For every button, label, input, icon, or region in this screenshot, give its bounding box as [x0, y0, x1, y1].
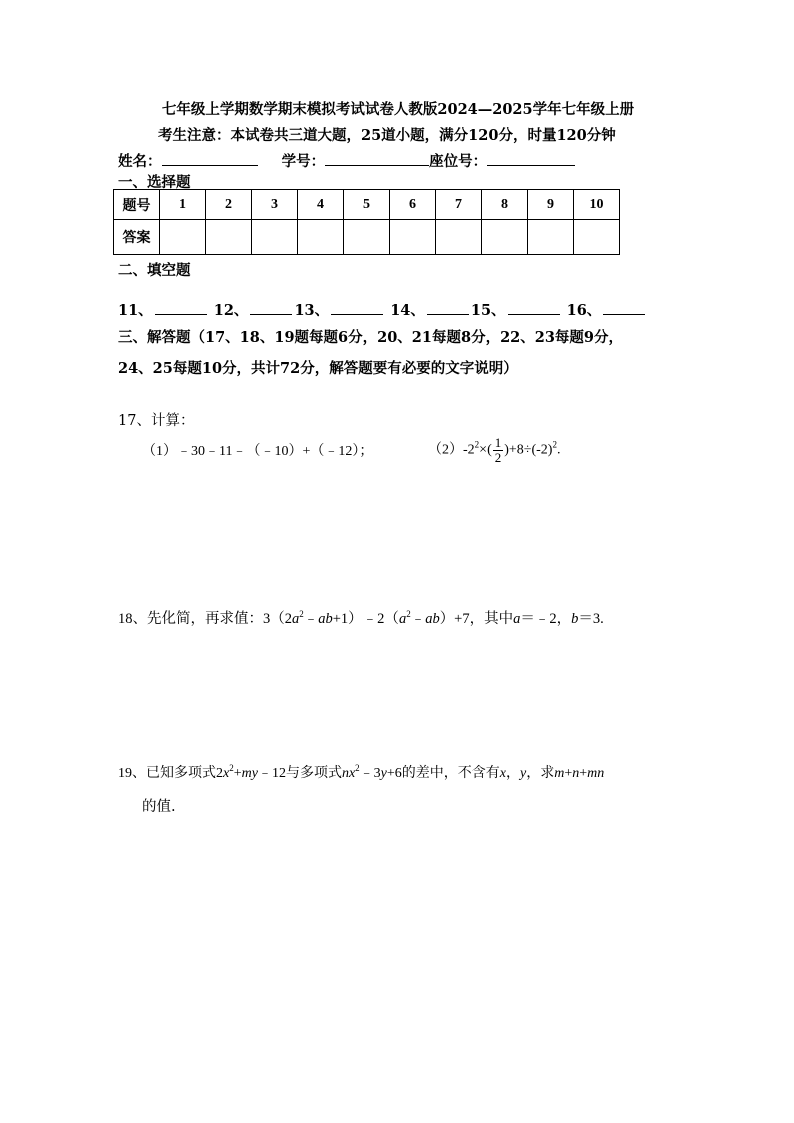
answer-cell[interactable]: [298, 220, 344, 255]
fill-blank[interactable]: [250, 300, 292, 315]
question-number: 3: [252, 190, 298, 220]
exam-notice: 考生注意：本试卷共三道大题，25道小题，满分120分，时量120分钟: [158, 127, 616, 144]
answer-cell[interactable]: [390, 220, 436, 255]
section-solve-heading-line1: 三、解答题（17、18、19题每题6分，20、21每题8分，22、23每题9分，: [118, 329, 624, 346]
answer-cell[interactable]: [252, 220, 298, 255]
q19-text-segment: ﹣12与多项式: [257, 766, 342, 781]
q18-text: 18、先化简，再求值：$3(2a^2﹣ab+1)﹣2(a^2﹣ab)+7$，其中a＝﹣2，b＝3.: [118, 609, 604, 627]
question-number: 2: [206, 190, 252, 220]
q17-part2-term: )+8÷(-2): [504, 442, 553, 458]
q18-text-segment: ＝3.: [578, 611, 604, 627]
answer-cell[interactable]: [206, 220, 252, 255]
q19-text-segment: +6的差中，不含有: [386, 766, 500, 781]
fill-blank[interactable]: [331, 300, 383, 315]
answer-table: [113, 189, 620, 255]
q19-text-segment: ﹣3: [359, 766, 381, 781]
q18-text-segment: +1）﹣2（: [332, 611, 399, 627]
q18-text-segment: 18、先化简，再求值：3（2: [118, 611, 292, 627]
question-number: 6: [390, 190, 436, 220]
id-blank[interactable]: [325, 151, 429, 166]
q17-exponent: 2: [474, 439, 480, 450]
answer-cell[interactable]: [344, 220, 390, 255]
q17-part2: [428, 436, 560, 465]
seat-blank[interactable]: [487, 151, 575, 166]
row-label-answer: 答案: [114, 220, 160, 255]
answer-cell[interactable]: [436, 220, 482, 255]
fraction-numerator: 1: [494, 435, 502, 450]
question-number: 1: [160, 190, 206, 220]
fill-item-label: 15、: [470, 302, 506, 319]
fill-item-label: 13、: [294, 302, 330, 319]
answer-cell[interactable]: [574, 220, 620, 255]
fill-in-line: [118, 299, 647, 320]
fraction-denominator: 2: [494, 450, 502, 465]
q18-text-segment: ﹣: [303, 611, 319, 627]
fraction: [493, 436, 504, 465]
row-label-number: 题号: [114, 190, 160, 220]
question-number: 9: [528, 190, 574, 220]
section-solve-heading-line2: 24、25每题10分，共计72分，解答题要有必要的文字说明）: [118, 360, 518, 377]
q19-text-segment: ，求: [526, 766, 555, 781]
fill-item-label: 11、: [118, 302, 153, 319]
fill-blank[interactable]: [155, 300, 207, 315]
name-label: 姓名：: [118, 153, 162, 170]
fill-blank[interactable]: [508, 300, 560, 315]
question-number: 7: [436, 190, 482, 220]
q17-part2-term: -2: [463, 442, 475, 458]
q18-text-segment: ＝﹣2，: [520, 611, 572, 627]
q17-label: 17、计算：: [118, 413, 195, 429]
question-number: 5: [344, 190, 390, 220]
name-blank[interactable]: [162, 151, 258, 166]
q19-text-segment: +: [233, 766, 242, 781]
q17-exponent: 2: [552, 439, 557, 450]
student-info-line: [118, 150, 575, 171]
seat-label: 座位号：: [429, 153, 488, 170]
section-choice-heading: 一、选择题: [118, 174, 191, 191]
q17-part2-prefix: （2）: [428, 442, 463, 458]
q19-text-line1: 19、已知多项式$2x^2+my﹣12$与多项式$nx^2﹣3y+6$的差中，不含有x，y，求m+n+mn: [118, 763, 605, 781]
fill-blank[interactable]: [603, 300, 645, 315]
q18-text-segment: ﹣: [410, 611, 426, 627]
id-label: 学号：: [281, 153, 326, 170]
question-number: 8: [482, 190, 528, 220]
answer-cell[interactable]: [160, 220, 206, 255]
answer-cell[interactable]: [528, 220, 574, 255]
q19-text-line2: 的值.: [142, 799, 176, 815]
fill-item-label: 12、: [213, 302, 249, 319]
q19-text-segment: 19、已知多项式2: [118, 766, 223, 781]
fill-blank[interactable]: [427, 300, 469, 315]
exam-title: 七年级上学期数学期末模拟考试试卷人教版2024—2025学年七年级上册: [161, 101, 635, 118]
q18-text-segment: ）+7，其中: [439, 611, 514, 627]
q17-part2-term: .: [556, 442, 561, 458]
section-fill-heading: 二、填空题: [118, 262, 191, 279]
fill-item-label: 14、: [390, 302, 425, 319]
q17-part1: （1）﹣30﹣11﹣（﹣10）+（﹣12）；: [142, 444, 374, 459]
question-number: 10: [574, 190, 620, 220]
question-number: 4: [298, 190, 344, 220]
fill-item-label: 16、: [566, 302, 602, 319]
q17-part2-term: ×(: [479, 442, 492, 458]
answer-cell[interactable]: [482, 220, 528, 255]
